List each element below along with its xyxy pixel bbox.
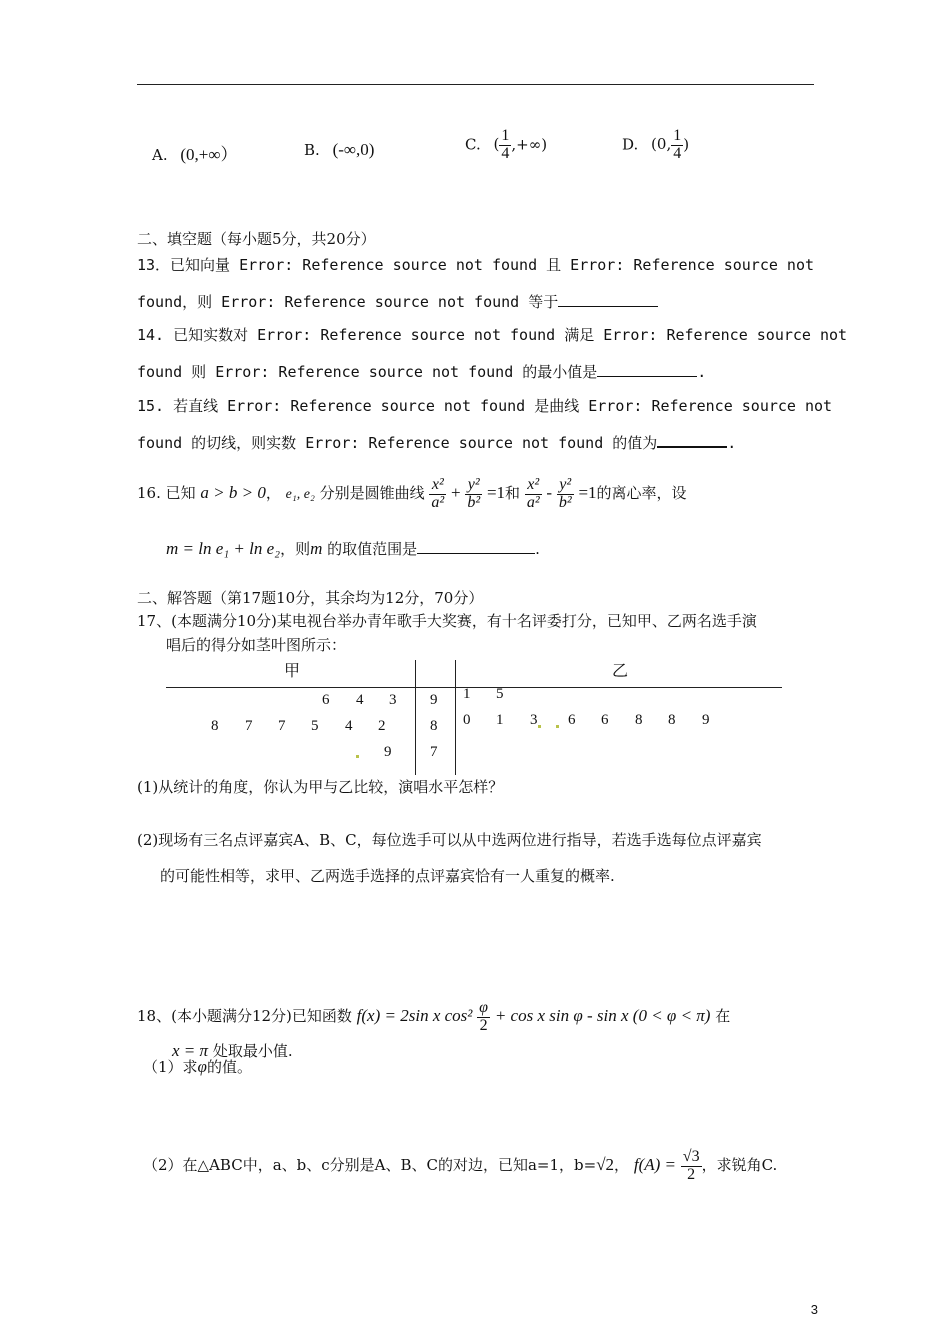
q16-line1 [137,470,687,518]
choice-d-label: D. [622,135,639,154]
left-leaf: 8 [211,718,219,734]
choice-d-den: 4 [673,144,682,162]
q18-den-2: 2 [687,1165,696,1183]
q16-then: ，则 [280,540,311,558]
stem: 9 [430,692,438,708]
q17-part1: (1)从统计的角度，你认为甲与乙比较，演唱水平怎样？ [137,778,504,796]
q14-line2 [137,361,706,382]
q18-part1-phi: φ [197,1057,207,1076]
right-leaf: 0 [463,712,471,728]
stem-leaf-right-header: 乙 [612,661,629,680]
left-leaf: 2 [378,718,386,734]
choice-d-tail: ) [683,135,690,154]
scan-speck [538,725,541,728]
q16-a2: a² [431,493,445,511]
q16-y2: y² [465,477,482,495]
q16-eq2: =1 [578,483,597,502]
q15-line2 [137,432,736,453]
q16-mid-text: 分别是圆锥曲线 [319,484,425,502]
choice-b-label: B. [304,141,320,159]
q18-min-text: 处取最小值. [212,1042,293,1060]
choice-d-open: (0, [651,135,672,154]
q17-line1: 17、(本题满分10分)某电视台举办青年歌手大奖赛，有十名评委打分，已知甲、乙两名选手演 [137,612,757,630]
q16-minus: - [546,483,553,502]
q18-part2-text: （2）在△ABC中，a、b、c分别是A、B、C的对边，已知a=1，b= [143,1156,597,1174]
left-leaf: 6 [322,692,330,708]
q16-frac2-x2-a2 [525,477,542,512]
fill-in-section-title: 二、填空题（每小题5分，共20分） [137,230,376,248]
scan-speck [556,725,559,728]
q16-answer-blank [417,539,535,554]
q16-eq1: =1 [486,483,506,502]
choice-c-num: 1 [501,127,510,144]
q18-two: 2 [479,1016,488,1034]
choice-c-den: 4 [501,144,510,162]
choice-a-label: A. [152,146,168,164]
choice-c-fraction [499,128,511,163]
stem-leaf-right-divider [455,660,456,775]
q16-x2-b: x² [525,477,542,495]
right-leaf: 5 [496,686,504,702]
right-leaf: 6 [601,712,609,728]
q18-sqrt3-over-2 [681,1149,702,1184]
q16-frac2-y2-b2 [557,477,574,512]
right-leaf: 1 [496,712,504,728]
header-rule [137,84,814,85]
q16-b2-b: b² [558,493,572,511]
left-leaf: 4 [345,718,353,734]
q16-comma: ， [265,484,281,502]
q16-prefix: 16. 已知 [137,484,196,502]
q18-part1-suffix: 的值。 [206,1058,252,1076]
right-leaf: 1 [463,686,471,702]
q18-phi: φ [479,998,489,1016]
q16-m-expression: m = ln e₁ + ln e₂ [166,539,281,558]
q18-part2 [143,1145,777,1185]
q16-b2: b² [467,493,481,511]
q14-line2-text: found 则 Error: Reference source not found 的最小值是 [137,363,598,381]
choice-c-label: C. [465,135,481,154]
q16-frac-x2-a2 [429,477,446,512]
q16-line2 [166,538,540,559]
q18-comma: ， [614,1156,630,1174]
q18-sqrt3: √3 [682,1147,700,1165]
scan-speck [356,755,359,758]
q15-line1: 15. 若直线 Error: Reference source not found 是曲线 Error: Reference source not [137,397,833,415]
q16-plus: + [450,483,461,502]
q17-part2-line1: (2)现场有三名点评嘉宾A、B、C，每位选手可以从中选两位进行指导，若选手选每位点评嘉宾 [137,831,762,849]
q13-line1: 13．已知向量 Error: Reference source not found 且 Error: Reference source not [137,256,815,274]
q16-m: m [310,539,323,558]
q13-answer-blank [558,292,658,307]
q18-function-part-a: f(x) = 2sin x cos² [356,1006,473,1025]
stem: 8 [430,718,438,734]
q18-phi-over-2 [477,1000,490,1035]
stem-leaf-left-header: 甲 [284,661,301,680]
q18-in: 在 [715,1007,731,1025]
q14-answer-blank [597,362,697,377]
q15-end: . [727,434,737,452]
q18-part1 [143,1056,252,1077]
q16-end: . [535,540,540,558]
left-leaf: 9 [384,744,392,760]
q15-line2-text: found 的切线，则实数 Error: Reference source not found 的值为 [137,434,658,452]
left-leaf: 5 [311,718,319,734]
q15-answer-blank [657,432,727,448]
q18-part1-prefix: （1）求 [143,1058,198,1076]
q18-line1 [137,996,730,1036]
q16-condition: a > b > 0 [200,483,266,502]
answer-section-title: 二、解答题（第17题10分，其余均为12分，70分） [137,589,484,607]
q18-part2-end: ，求锐角C. [701,1156,778,1174]
choice-c-open: ( [493,135,500,154]
right-leaf: 6 [568,712,576,728]
q16-e-symbols: e₁, e₂ [285,487,315,502]
q18-f-of-a: f(A) = [633,1155,676,1174]
q17-part2-line2: 的可能性相等，求甲、乙两选手选择的点评嘉宾恰有一人重复的概率. [160,867,615,885]
q16-and: 和 [505,484,521,502]
q16-tail: 的离心率，设 [596,484,687,502]
left-leaf: 7 [245,718,253,734]
q18-function-part-b: + cos x sin φ - sin x (0 < φ < π) [494,1006,711,1025]
choice-a [152,140,238,165]
q14-end: . [697,363,707,381]
q17-line2: 唱后的得分如茎叶图所示： [166,636,347,654]
stem-leaf-left-divider [415,660,416,775]
stem: 7 [430,744,438,760]
right-leaf: 3 [530,712,538,728]
stem-leaf-horizontal-rule [166,687,782,688]
choice-d [622,128,689,163]
right-leaf: 8 [668,712,676,728]
choice-c [465,128,547,163]
choice-a-value: (0,+∞） [180,145,238,164]
q13-line2-text: found，则 Error: Reference source not found 等于 [137,293,559,311]
choice-b [304,140,374,160]
left-leaf: 4 [356,692,364,708]
right-leaf: 8 [635,712,643,728]
choice-d-num: 1 [673,127,682,144]
q18-sqrt2: √2 [596,1155,615,1174]
left-leaf: 3 [389,692,397,708]
q14-line1: 14. 已知实数对 Error: Reference source not found 满足 Error: Reference source not [137,326,848,344]
q16-range-text: 的取值范围是 [327,540,418,558]
q16-a2-b: a² [526,493,540,511]
choice-b-value: (-∞,0) [332,140,375,159]
choice-c-tail: ,+∞) [511,135,548,154]
q18-x-equals-pi: x = π [172,1041,209,1060]
choice-d-fraction [671,128,683,163]
q16-x2: x² [429,477,446,495]
left-leaf: 7 [278,718,286,734]
page-number: 3 [810,1302,818,1317]
right-leaf: 9 [702,712,710,728]
q13-line2 [137,291,658,312]
q16-frac-y2-b2 [465,477,482,512]
q18-prefix: 18、(本小题满分12分)已知函数 [137,1007,352,1025]
q16-y2-b: y² [557,477,574,495]
